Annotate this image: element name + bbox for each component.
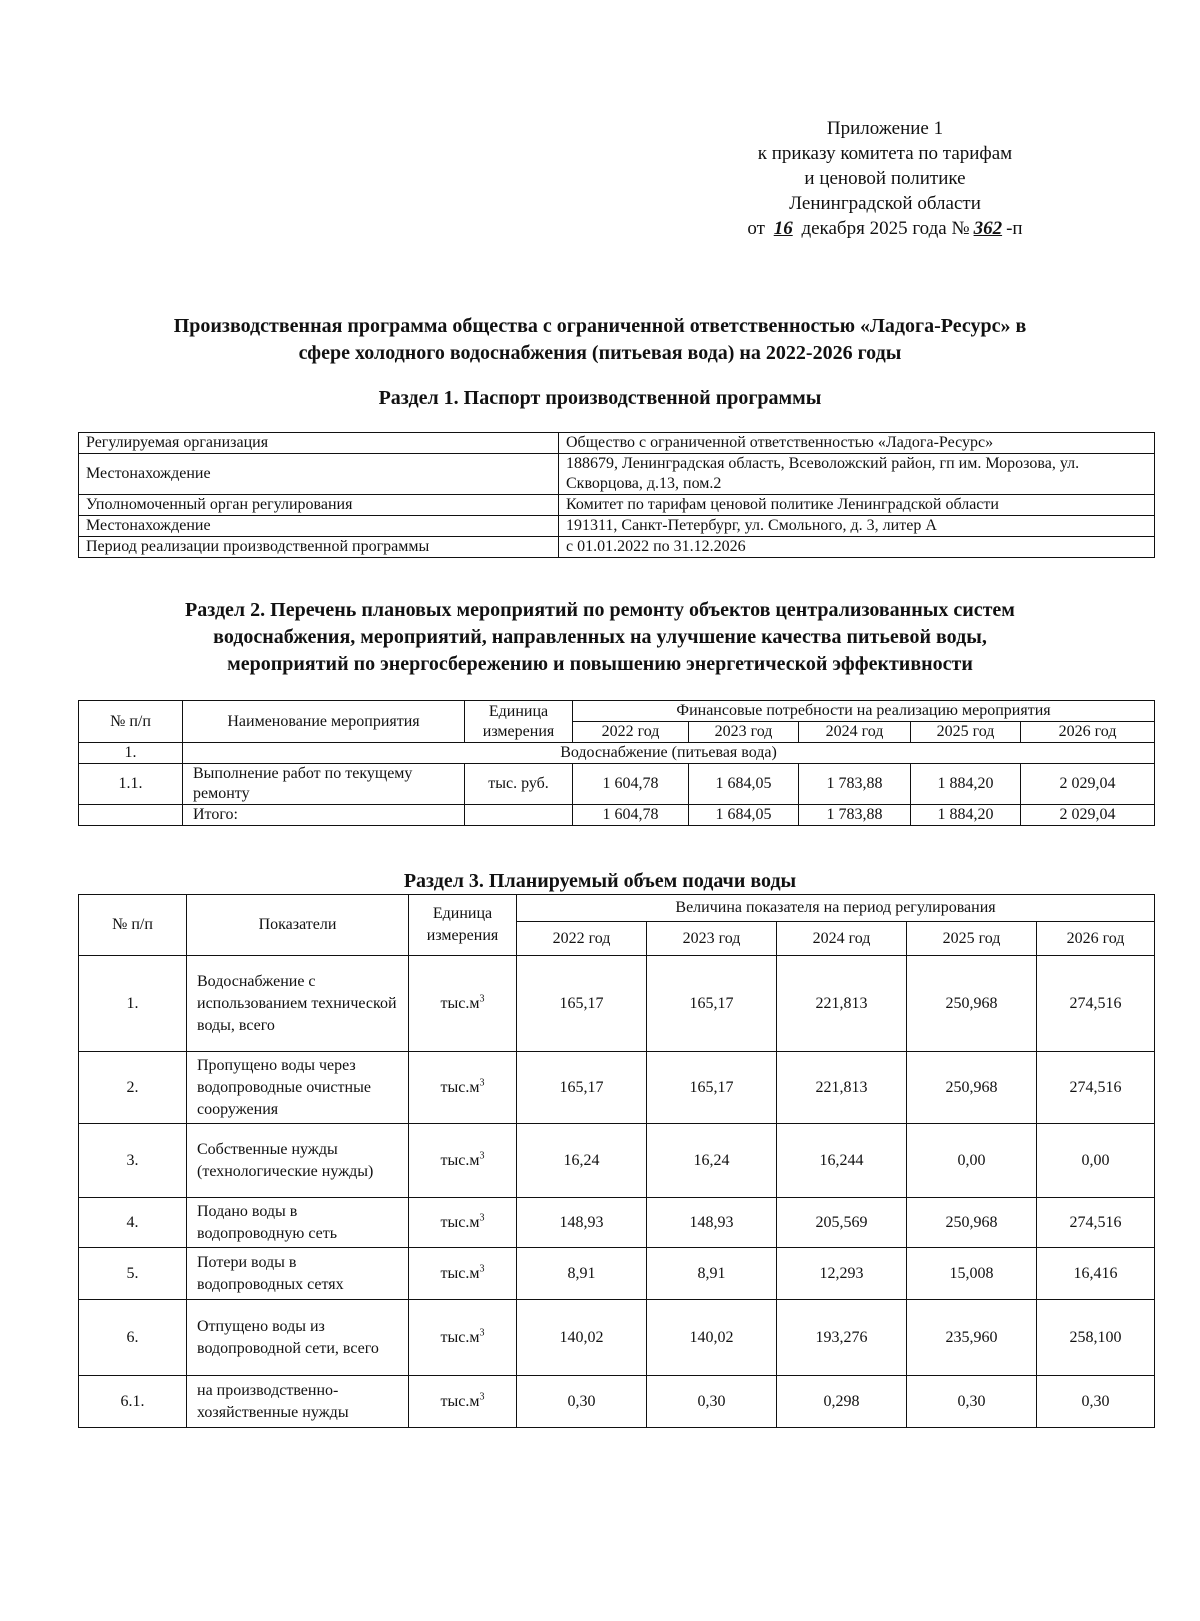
unit-text: тыс.м (440, 1328, 480, 1346)
unit-text: тыс.м (440, 1078, 480, 1096)
value-cell: 0,30 (907, 1376, 1037, 1428)
value-cell: 0,298 (777, 1376, 907, 1428)
value-cell: 165,17 (647, 1052, 777, 1124)
value-cell: 1 884,20 (911, 764, 1021, 805)
section2-title (70, 597, 1130, 678)
section1-title: Раздел 1. Паспорт производственной программы (378, 387, 822, 409)
unit-cell (409, 1124, 517, 1198)
unit-sup: 3 (479, 1077, 485, 1089)
col-header-year: 2024 год (777, 922, 907, 956)
annex-line: к приказу комитета по тарифам (757, 143, 1013, 164)
passport-table (78, 432, 1155, 558)
value-cell: 140,02 (647, 1300, 777, 1376)
indicator-name: Пропущено воды через водопроводные очистные сооружения (187, 1052, 409, 1124)
annex-header (690, 116, 1080, 241)
value-cell: 16,24 (517, 1124, 647, 1198)
col-header-year: 2023 год (689, 722, 799, 743)
table-row (79, 516, 1155, 537)
unit-sup: 3 (479, 1212, 485, 1224)
value-cell: 1 604,78 (573, 764, 689, 805)
handwritten-day: 16 (773, 218, 793, 239)
document-title (70, 313, 1130, 367)
row-num: 1. (79, 956, 187, 1052)
value-cell: 148,93 (647, 1198, 777, 1248)
unit-text: тыс.м (440, 1264, 480, 1282)
indicator-name: Потери воды в водопроводных сетях (187, 1248, 409, 1300)
value-cell: 165,17 (517, 1052, 647, 1124)
row-num: 3. (79, 1124, 187, 1198)
number-suffix: -п (1006, 218, 1023, 239)
row-num: 5. (79, 1248, 187, 1300)
value-cell: 2 029,04 (1021, 764, 1155, 805)
passport-value: 188679, Ленинградская область, Всеволожский район, гп им. Морозова, ул. Скворцова, д.13, пом.2 (559, 454, 1155, 495)
passport-value: с 01.01.2022 по 31.12.2026 (559, 537, 1155, 558)
unit-cell (409, 956, 517, 1052)
value-cell: 1 783,88 (799, 805, 911, 826)
unit-text: тыс.м (440, 1213, 480, 1231)
value-cell: 221,813 (777, 956, 907, 1052)
row-num: 2. (79, 1052, 187, 1124)
unit-sup: 3 (479, 1327, 485, 1339)
value-cell: 1 684,05 (689, 805, 799, 826)
col-header-name: Показатели (187, 895, 409, 956)
col-header-year: 2022 год (573, 722, 689, 743)
table-row (79, 1124, 1155, 1198)
value-cell: 165,17 (517, 956, 647, 1052)
total-row (79, 805, 1155, 826)
value-cell: 258,100 (1037, 1300, 1155, 1376)
date-prefix: от (747, 218, 765, 239)
total-label: Итого: (183, 805, 465, 826)
unit-cell (409, 1052, 517, 1124)
value-cell: 0,00 (1037, 1124, 1155, 1198)
passport-value: Общество с ограниченной ответственностью «Ладога-Ресурс» (559, 433, 1155, 454)
table-row (79, 1376, 1155, 1428)
handwritten-number: 362 (973, 218, 1003, 239)
water-volume-table (78, 894, 1155, 1428)
table-row (79, 1300, 1155, 1376)
value-cell: 221,813 (777, 1052, 907, 1124)
col-header-year: 2025 год (907, 922, 1037, 956)
value-cell: 148,93 (517, 1198, 647, 1248)
value-cell: 274,516 (1037, 1052, 1155, 1124)
value-cell: 165,17 (647, 956, 777, 1052)
unit-cell (409, 1248, 517, 1300)
passport-label: Уполномоченный орган регулирования (79, 495, 559, 516)
value-cell: 8,91 (517, 1248, 647, 1300)
value-cell: 235,960 (907, 1300, 1037, 1376)
passport-label: Регулируемая организация (79, 433, 559, 454)
col-header-year: 2025 год (911, 722, 1021, 743)
col-header-group: Финансовые потребности на реализацию мероприятия (573, 701, 1155, 722)
title-line: водоснабжения, мероприятий, направленных на улучшение качества питьевой воды, (213, 626, 987, 648)
value-cell: 1 684,05 (689, 764, 799, 805)
group-row (79, 743, 1155, 764)
row-num: 1. (79, 743, 183, 764)
value-cell: 8,91 (647, 1248, 777, 1300)
table-row (79, 956, 1155, 1052)
passport-label: Период реализации производственной программы (79, 537, 559, 558)
indicator-name: Собственные нужды (технологические нужды) (187, 1124, 409, 1198)
value-cell: 250,968 (907, 956, 1037, 1052)
table-row (79, 454, 1155, 495)
value-cell: 250,968 (907, 1198, 1037, 1248)
col-header-name: Наименование мероприятия (183, 701, 465, 743)
indicator-name: Подано воды в водопроводную сеть (187, 1198, 409, 1248)
table-row (79, 1248, 1155, 1300)
annex-line: Ленинградской области (789, 193, 981, 214)
passport-label: Местонахождение (79, 516, 559, 537)
section3-title: Раздел 3. Планируемый объем подачи воды (403, 870, 797, 892)
unit-sup: 3 (479, 1391, 485, 1403)
col-header-year: 2023 год (647, 922, 777, 956)
unit-text: тыс.м (440, 994, 480, 1012)
unit-text: тыс.м (440, 1151, 480, 1169)
value-cell: 16,244 (777, 1124, 907, 1198)
value-cell: 0,30 (647, 1376, 777, 1428)
unit-cell (409, 1300, 517, 1376)
unit-sup: 3 (479, 1263, 485, 1275)
row-num: 6.1. (79, 1376, 187, 1428)
date-middle: декабря 2025 года № (801, 218, 970, 239)
col-header-year: 2024 год (799, 722, 911, 743)
col-header-year: 2026 год (1037, 922, 1155, 956)
value-cell: 274,516 (1037, 956, 1155, 1052)
value-cell: 140,02 (517, 1300, 647, 1376)
indicator-name: Водоснабжение с использованием технической воды, всего (187, 956, 409, 1052)
title-line: мероприятий по энергосбережению и повышению энергетической эффективности (227, 653, 973, 675)
unit-cell (409, 1376, 517, 1428)
unit-sup: 3 (479, 993, 485, 1005)
value-cell: 16,416 (1037, 1248, 1155, 1300)
title-line: Раздел 2. Перечень плановых мероприятий по ремонту объектов централизованных систем (185, 599, 1015, 621)
annex-line: Приложение 1 (826, 118, 944, 139)
col-header-num: № п/п (79, 895, 187, 956)
row-num: 1.1. (79, 764, 183, 805)
value-cell: 0,00 (907, 1124, 1037, 1198)
value-cell: 274,516 (1037, 1198, 1155, 1248)
col-header-group: Величина показателя на период регулирования (517, 895, 1155, 922)
table-row (79, 537, 1155, 558)
passport-value: Комитет по тарифам ценовой политике Ленинградской области (559, 495, 1155, 516)
title-line: сфере холодного водоснабжения (питьевая вода) на 2022-2026 годы (298, 342, 902, 364)
col-header-unit: Единица измерения (465, 701, 573, 743)
value-cell: 16,24 (647, 1124, 777, 1198)
unit-text: тыс.м (440, 1392, 480, 1410)
table-row (79, 1052, 1155, 1124)
row-num: 6. (79, 1300, 187, 1376)
indicator-name: на производственно-хозяйственные нужды (187, 1376, 409, 1428)
table-row (79, 433, 1155, 454)
value-cell: 205,569 (777, 1198, 907, 1248)
value-cell: 1 604,78 (573, 805, 689, 826)
unit-sup: 3 (479, 1150, 485, 1162)
indicator-name: Отпущено воды из водопроводной сети, всего (187, 1300, 409, 1376)
value-cell: 1 783,88 (799, 764, 911, 805)
group-label: Водоснабжение (питьевая вода) (183, 743, 1155, 764)
title-line: Производственная программа общества с ограниченной ответственностью «Ладога-Ресурс» в (173, 315, 1027, 337)
col-header-num: № п/п (79, 701, 183, 743)
col-header-unit: Единица измерения (409, 895, 517, 956)
col-header-year: 2026 год (1021, 722, 1155, 743)
annex-line: и ценовой политике (804, 168, 966, 189)
table-row (79, 764, 1155, 805)
passport-label: Местонахождение (79, 454, 559, 495)
row-num (79, 805, 183, 826)
passport-value: 191311, Санкт-Петербург, ул. Смольного, д. 3, литер А (559, 516, 1155, 537)
measures-table (78, 700, 1155, 826)
header-row (79, 701, 1155, 722)
annex-date-line (690, 216, 1080, 241)
value-cell: 15,008 (907, 1248, 1037, 1300)
col-header-year: 2022 год (517, 922, 647, 956)
value-cell: 0,30 (517, 1376, 647, 1428)
header-row (79, 895, 1155, 922)
value-cell: 2 029,04 (1021, 805, 1155, 826)
unit-cell (409, 1198, 517, 1248)
value-cell: 250,968 (907, 1052, 1037, 1124)
measure-name: Выполнение работ по текущему ремонту (183, 764, 465, 805)
table-row (79, 1198, 1155, 1248)
value-cell: 1 884,20 (911, 805, 1021, 826)
value-cell: 193,276 (777, 1300, 907, 1376)
table-row (79, 495, 1155, 516)
value-cell: 12,293 (777, 1248, 907, 1300)
value-cell: 0,30 (1037, 1376, 1155, 1428)
row-num: 4. (79, 1198, 187, 1248)
unit-cell (465, 805, 573, 826)
unit-cell: тыс. руб. (465, 764, 573, 805)
